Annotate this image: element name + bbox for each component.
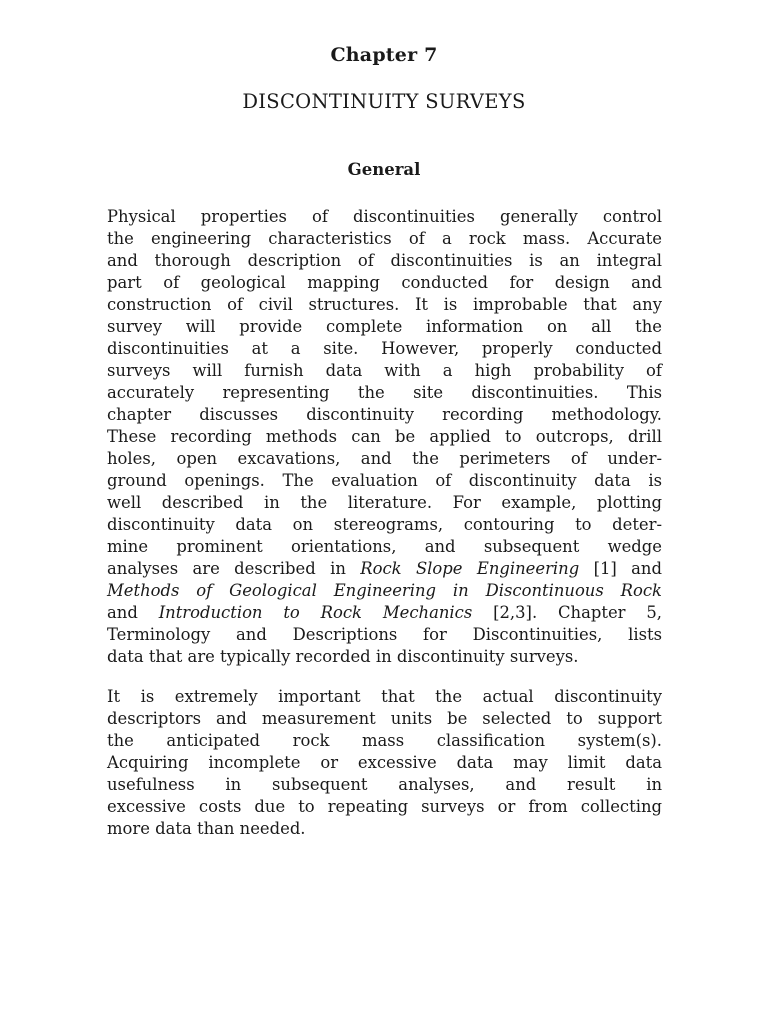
text-line: survey will provide complete information on all the xyxy=(107,317,662,336)
book-title-methods-of-geological-engineering: Methods of Geological Engineering in Discontinuous Rock xyxy=(107,581,662,600)
paragraph-1 xyxy=(107,206,662,668)
chapter-title: DISCONTINUITY SURVEYS xyxy=(242,90,526,113)
text-run: [1] and xyxy=(579,559,662,578)
section-heading: General xyxy=(347,160,421,179)
text-line: accurately representing the site discontinuities. This xyxy=(107,383,662,402)
text-line: Terminology and Descriptions for Discontinuities, lists xyxy=(107,625,662,644)
text-line: chapter discusses discontinuity recording methodology. xyxy=(107,405,662,424)
text-line: These recording methods can be applied to outcrops, drill xyxy=(107,427,662,446)
text-line: the engineering characteristics of a rock mass. Accurate xyxy=(107,229,662,248)
text-run: analyses are described in xyxy=(107,559,361,578)
text-run: and xyxy=(107,603,159,622)
text-line-with-reference xyxy=(107,558,662,580)
text-line: ground openings. The evaluation of discontinuity data is xyxy=(107,471,662,490)
text-line: surveys will furnish data with a high probability of xyxy=(107,361,662,380)
text-line: well described in the literature. For example, plotting xyxy=(107,493,662,512)
text-run: [2,3]. Chapter 5, xyxy=(472,603,663,622)
text-line: part of geological mapping conducted for design and xyxy=(107,273,662,292)
book-title-introduction-to-rock-mechanics: Introduction to Rock Mechanics xyxy=(158,603,473,622)
text-line-with-reference xyxy=(107,580,662,602)
text-line: discontinuities at a site. However, properly conducted xyxy=(107,339,662,358)
text-line: more data than needed. xyxy=(107,819,306,838)
text-line: Acquiring incomplete or excessive data may limit data xyxy=(107,753,662,772)
text-line: usefulness in subsequent analyses, and result in xyxy=(107,775,662,794)
text-line: Physical properties of discontinuities generally control xyxy=(107,207,662,226)
paragraph-2 xyxy=(107,686,662,840)
text-line: the anticipated rock mass classification system(s). xyxy=(107,731,662,750)
text-line: It is extremely important that the actual discontinuity xyxy=(107,687,662,706)
text-line: and thorough description of discontinuities is an integral xyxy=(107,251,662,270)
text-line: excessive costs due to repeating surveys or from collecting xyxy=(107,797,662,816)
text-line: holes, open excavations, and the perimeters of under- xyxy=(107,449,662,468)
text-line: mine prominent orientations, and subsequent wedge xyxy=(107,537,662,556)
text-line: data that are typically recorded in discontinuity surveys. xyxy=(107,647,579,666)
text-line-with-reference xyxy=(107,602,662,624)
text-line: descriptors and measurement units be selected to support xyxy=(107,709,662,728)
text-line: discontinuity data on stereograms, contouring to deter- xyxy=(107,515,662,534)
text-line: construction of civil structures. It is improbable that any xyxy=(107,295,662,314)
chapter-number: Chapter 7 xyxy=(330,44,438,66)
book-title-rock-slope-engineering: Rock Slope Engineering xyxy=(360,559,580,578)
